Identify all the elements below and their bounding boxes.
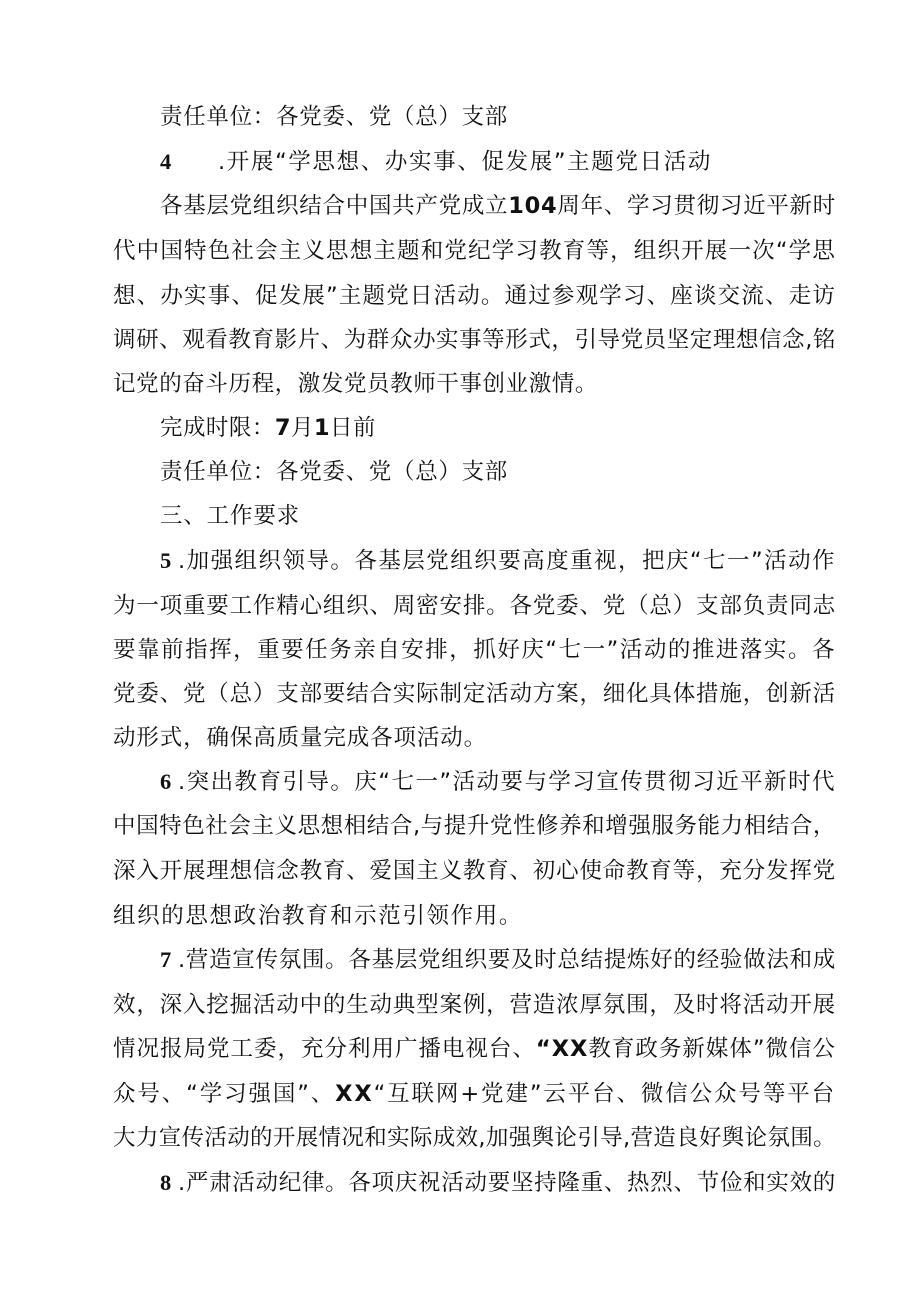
- paragraph-line: 大力宣传活动的开展情况和实际成效,加强舆论引导,营造良好舆论氛围。: [113, 1125, 836, 1151]
- item-4-heading: 4 .开展“学思想、办实事、促发展”主题党日活动: [160, 146, 712, 178]
- section-heading: 三、工作要求: [160, 503, 300, 529]
- deadline-line: 完成时限：7月1日前: [160, 415, 376, 441]
- item-number: 5: [160, 548, 172, 573]
- paragraph-line: 要靠前指挥，重要任务亲自安排，抓好庆“七一”活动的推进落实。各: [113, 637, 836, 663]
- item-number: 6: [160, 769, 172, 794]
- paragraph-line: 想、办实事、促发展”主题党日活动。通过参观学习、座谈交流、走访: [113, 283, 836, 309]
- paragraph-line: 众号、“学习强国”、XX“互联网+党建”云平台、微信公众号等平台: [113, 1081, 836, 1107]
- item-6-heading: 6 .突出教育引导。庆“七一”活动要与学习宣传贯彻习近平新时代: [160, 766, 836, 798]
- paragraph-line: 党委、党（总）支部要结合实际制定活动方案，细化具体措施，创新活: [113, 681, 836, 707]
- paragraph-line: 各基层党组织结合中国共产党成立104周年、学习贯彻习近平新时: [160, 193, 836, 219]
- paragraph-line: 深入开展理想信念教育、爱国主义教育、初心使命教育等，充分发挥党: [113, 858, 836, 884]
- item-8-heading: 8 .严肃活动纪律。各项庆祝活动要坚持隆重、热烈、节俭和实效的: [160, 1167, 836, 1199]
- paragraph-line: 为一项重要工作精心组织、周密安排。各党委、党（总）支部负责同志: [113, 593, 836, 619]
- item-7-heading: 7 .营造宣传氛围。各基层党组织要及时总结提炼好的经验做法和成: [160, 944, 836, 976]
- item-5-heading: 5 .加强组织领导。各基层党组织要高度重视，把庆“七一”活动作: [160, 545, 836, 577]
- item-number: 7: [160, 947, 172, 972]
- paragraph-line: 组织的思想政治教育和示范引领作用。: [113, 903, 523, 929]
- item-number: 8: [160, 1170, 172, 1195]
- paragraph-line: 记党的奋斗历程，激发党员教师干事创业激情。: [113, 371, 598, 397]
- responsible-unit-line: 责任单位：各党委、党（总）支部: [160, 459, 508, 485]
- paragraph-line: 中国特色社会主义思想相结合,与提升党性修养和增强服务能力相结合，: [113, 813, 836, 839]
- item-number: 4: [160, 149, 172, 174]
- paragraph-line: 调研、观看教育影片、为群众办实事等形式，引导党员坚定理想信念,铭: [113, 327, 836, 353]
- paragraph-line: 动形式，确保高质量完成各项活动。: [113, 725, 487, 751]
- paragraph-line: 效，深入挖掘活动中的生动典型案例，营造浓厚氛围，及时将活动开展: [113, 992, 836, 1018]
- responsible-unit-line: 责任单位：各党委、党（总）支部: [160, 104, 508, 130]
- paragraph-line: 情况报局党工委，充分利用广播电视台、“XX教育政务新媒体”微信公: [113, 1036, 836, 1062]
- paragraph-line: 代中国特色社会主义思想主题和党纪学习教育等，组织开展一次“学思: [113, 238, 836, 264]
